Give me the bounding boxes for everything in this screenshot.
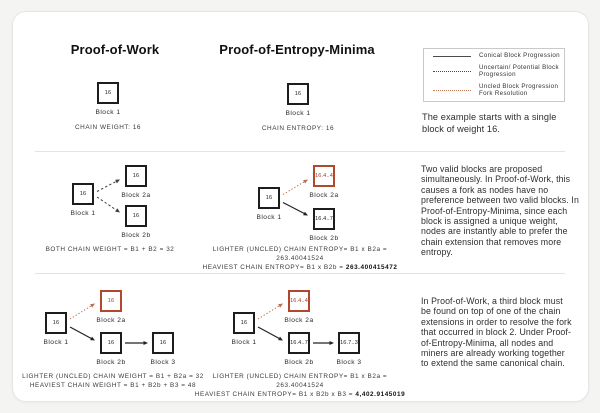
block-label: Block 3 [150,359,176,366]
block-value: 16.4..4 [315,173,333,179]
block-value: 16 [52,320,60,326]
block-label: Block 1 [231,339,257,346]
block-r3-pow-2a-uncle [100,290,122,312]
legend-label: Uncertain/ Potential Block Progression [479,63,559,79]
block-value: 16.4..7 [315,216,333,222]
block-r3-poem-2b [288,332,310,354]
block-value: 16.7..3 [340,340,358,346]
caption-bold-value: 4,402.9145019 [355,391,406,398]
block-value: 16 [132,173,140,179]
block-value: 16 [79,191,87,197]
block-label: Block 2b [96,359,126,366]
block-r3-poem-2a-uncle [288,290,310,312]
legend-item-canonical [424,52,564,60]
block-r1-poem-1 [287,83,309,105]
legend-label: Uncled Block Progression Fork Resolution [479,82,559,98]
block-label: Block 1 [43,339,69,346]
block-value: 16 [159,340,167,346]
caption-bold-value: 263.400415472 [345,264,398,271]
block-label: Block 1 [95,109,121,116]
legend-box [423,48,565,102]
block-r1-pow-1 [97,82,119,104]
block-label: Block 2b [121,232,151,239]
block-r2-poem-2a-uncle [313,165,335,187]
row2-pow-caption: BOTH CHAIN WEIGHT = B1 + B2 = 32 [45,246,175,253]
block-value: 16 [294,91,302,97]
row2-poem-captions [192,245,408,272]
block-label: Block 2a [309,192,339,199]
block-r3-pow-2b [100,332,122,354]
row2-note: Two valid blocks are proposed simultaneously. In Proof-of-Work, this causes a fork as nodes have no preference between two valid blocks. In Proof-of-Entropy-Minima, since each block is assigned a unique weight, nodes are instantly able to prefer the chain extension that removes more entropy. [421,164,579,258]
block-r2-poem-1 [258,187,280,209]
block-label: Block 1 [285,110,311,117]
row3-pow-captions [20,372,206,390]
block-value: 16 [104,90,112,96]
block-label: Block 2a [121,192,151,199]
block-label: Block 1 [70,210,96,217]
caption-line: LIGHTER (UNCLED) CHAIN ENTROPY= B1 x B2a = 263.40041524 [212,373,388,389]
caption-line: HEAVIEST CHAIN ENTROPY= B1 x B2b = [202,264,346,271]
block-label: Block 1 [256,214,282,221]
red-dotted-line-icon [433,90,471,91]
block-label: Block 2a [284,317,314,324]
block-label: Block 2b [309,235,339,242]
block-label: Block 2a [96,317,126,324]
block-value: 16 [240,320,248,326]
divider [35,273,565,274]
block-value: 16 [107,298,115,304]
block-value: 16.4..4 [290,298,308,304]
caption-line: LIGHTER (UNCLED) CHAIN WEIGHT = B1 + B2a = 32 [22,373,204,380]
legend-item-uncertain [424,64,564,79]
pow-heading: Proof-of-Work [70,42,160,57]
block-r3-poem-3 [338,332,360,354]
legend-item-uncled [424,83,564,98]
row1-poem-caption: CHAIN ENTROPY: 16 [261,125,335,132]
caption-line: LIGHTER (UNCLED) CHAIN ENTROPY= B1 x B2a = 263.40041524 [212,246,388,262]
block-r3-pow-1 [45,312,67,334]
block-r2-pow-2a [125,165,147,187]
block-value: 16 [265,195,273,201]
row3-poem-captions [192,372,408,399]
block-label: Block 3 [336,359,362,366]
row3-note: In Proof-of-Work, a third block must be found on top of one of the chain extensions in order to resolve the fork that occurred in block 2. Under Proof-of-Entropy-Minima, all nodes and miners are already working together to extend the same canonical chain. [421,296,572,369]
caption-line: HEAVIEST CHAIN WEIGHT = B1 + B2b + B3 = 48 [29,382,197,389]
block-r2-poem-2b [313,208,335,230]
block-r3-poem-1 [233,312,255,334]
block-label: Block 2b [284,359,314,366]
caption-line: HEAVIEST CHAIN ENTROPY= B1 x B2b x B3 = [194,391,356,398]
block-r3-pow-3 [152,332,174,354]
block-value: 16 [132,213,140,219]
solid-line-icon [433,56,471,57]
poem-heading: Proof-of-Entropy-Minima [219,42,375,57]
block-value: 16.4..7 [290,340,308,346]
row1-note: The example starts with a single block of weight 16. [422,112,557,134]
dotted-line-icon [433,71,471,72]
legend-label: Conical Block Progression [479,52,560,60]
block-r2-pow-2b [125,205,147,227]
divider [35,151,565,152]
block-value: 16 [107,340,115,346]
row1-pow-caption: CHAIN WEIGHT: 16 [75,124,141,131]
block-r2-pow-1 [72,183,94,205]
